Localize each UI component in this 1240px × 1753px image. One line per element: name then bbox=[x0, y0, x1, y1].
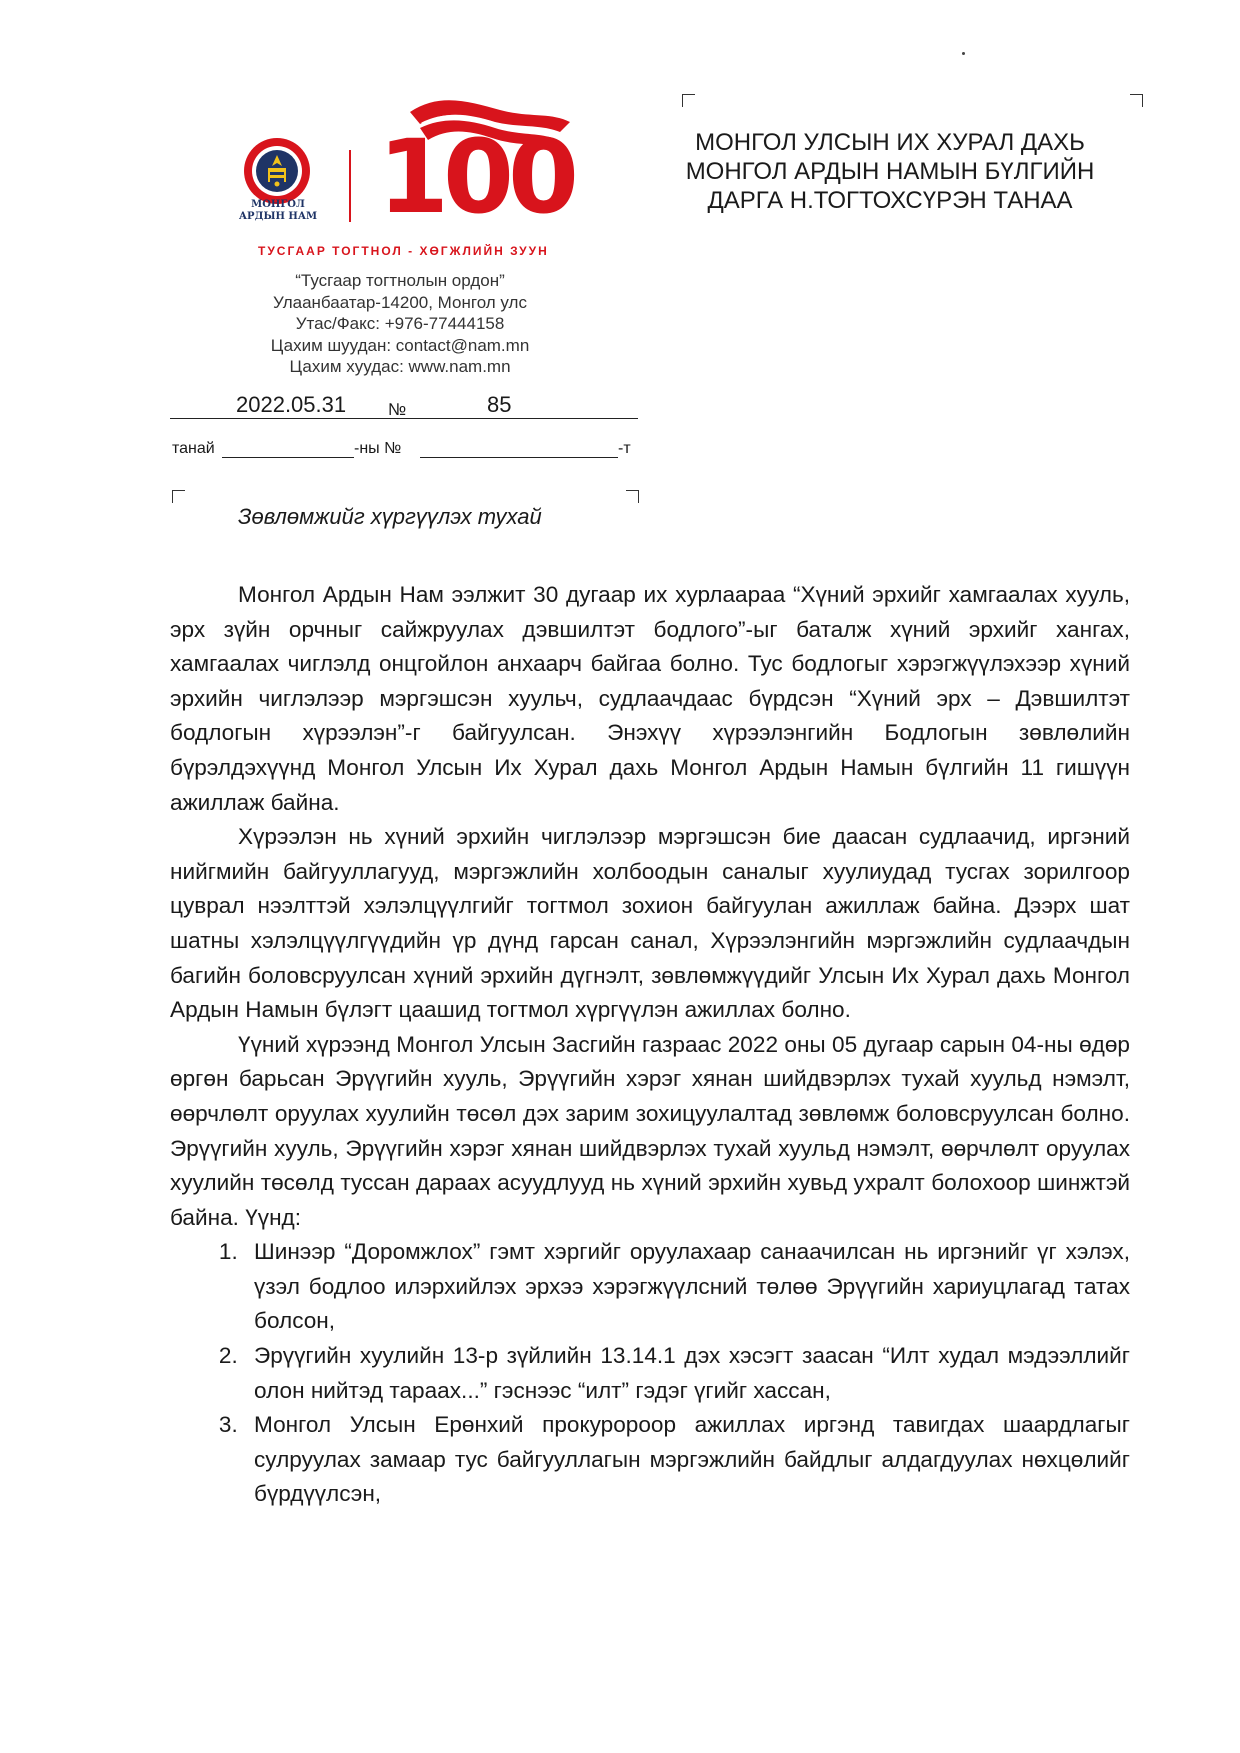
recipient-line: ДАРГА Н.ТОГТОХСҮРЭН ТАНАА bbox=[707, 187, 1073, 214]
reply-mid: -ны № bbox=[354, 440, 402, 457]
letter-number: 85 bbox=[487, 392, 512, 417]
address-line: Улаанбаатар-14200, Монгол улс bbox=[273, 292, 527, 312]
corner-bracket bbox=[1130, 94, 1143, 107]
reply-prefix: танай bbox=[172, 440, 215, 457]
reply-reference-line bbox=[172, 440, 638, 460]
body-paragraph: Үүний хүрээнд Монгол Улсын Засгийн газраас 2022 оны 05 дугаар сарын 04-ны өдөр өргөн барьсан Эрүүгийн хууль, Эрүүгийн хэрэг хянан шийдвэрлэх тухай хуульд нэмэлт, өөрчлөлт оруулах хуулийн төсөл дэх зарим зохицуулалтад зөвлөмж боловсруулсан болно. Эрүүгийн хууль, Эрүүгийн хэрэг хянан шийдвэрлэх тухай хуульд нэмэлт, өөрчлөлт оруулах хуулийн төсөлд туссан дараах асуудлууд нь хүний эрхийн хувьд ухралт болохоор шинжтэй байна. Үүнд: bbox=[170, 1031, 1130, 1230]
slogan: ТУСГААР ТОГТНОЛ - ХӨГЖЛИЙН ЗУУН bbox=[258, 244, 549, 258]
body-paragraph: Хүрээлэн нь хүний эрхийн чиглэлээр мэргэшсэн бие даасан судлаачид, иргэний нийгмийн байгууллагууд, мэргэжлийн холбоодын саналыг хуулиудад тусгах зорилгоор цуврал нээлттэй хэлэлцүүлгийг тогтмол зохион байгуулан ажиллаж байна. Дээрх шат шатны хэлэлцүүлгүүдийн үр дүнд гарсан санал, Хүрээлэнгийн мэргэжлийн судлаачдын багийн боловсруулсан хүний эрхийн дүгнэлт, зөвлөмжүүдийг Улсын Их Хурал дахь Монгол Ардын Намын бүлэгт цаашид тогтмол хүргүүлэн ажиллах болно. bbox=[170, 824, 1130, 1023]
recipient-line: МОНГОЛ УЛСЫН ИХ ХУРАЛ ДАХЬ bbox=[695, 129, 1085, 156]
letter-subject: Зөвлөмжийг хүргүүлэх тухай bbox=[238, 504, 542, 529]
corner-bracket bbox=[172, 490, 185, 503]
reply-suffix: -т bbox=[618, 440, 631, 457]
party-name: МОНГОЛ АРДЫН НАМ bbox=[238, 199, 318, 222]
party-emblem-icon bbox=[242, 136, 312, 206]
list-item: 3. Монгол Улсын Ерөнхий прокуророор ажиллах иргэнд тавигдах шаардлагыг сулруулах замаар тус байгууллагын мэргэжлийн байдлыг алдагдуулах нөхцөлийг бүрдүүлсэн, bbox=[244, 1408, 1130, 1512]
address-block bbox=[240, 270, 560, 378]
website-line: Цахим хуудас: www.nam.mn bbox=[289, 357, 511, 376]
anniversary-number: 100 bbox=[378, 118, 573, 237]
email-line: Цахим шуудан: contact@nam.mn bbox=[270, 335, 530, 355]
phone-line: Утас/Факс: +976-77444158 bbox=[295, 314, 505, 333]
scan-dot bbox=[962, 52, 965, 55]
list-item: 1. Шинээр “Доромжлох” гэмт хэргийг оруулахаар санаачилсан нь иргэнийг үг хэлэх, үзэл бодлоо илэрхийлэх эрхээ хэрэгжүүлсний төлөө Эрүүгийн хариуцлагад татах болсон, bbox=[244, 1235, 1130, 1339]
corner-bracket bbox=[682, 94, 695, 107]
corner-bracket bbox=[626, 490, 639, 503]
logo-divider bbox=[349, 150, 351, 222]
address-line: “Тусгаар тогтнолын ордон” bbox=[295, 271, 505, 290]
recipient-line: МОНГОЛ АРДЫН НАМЫН БҮЛГИЙН bbox=[685, 158, 1095, 185]
number-sign: № bbox=[388, 400, 407, 419]
body-paragraph: Монгол Ардын Нам ээлжит 30 дугаар их хурлаараа “Хүний эрхийг хамгаалах хууль, эрх зүйн орчныг сайжруулах дэвшилтэт бодлого”-ыг баталж хүний эрхийг хангах, хамгаалах чиглэлд онцгойлон анхаарч байгаа болно. Тус бодлогыг хэрэгжүүлэхээр хүний эрхийн чиглэлээр мэргэшсэн хуульч, судлаачдаас бүрдсэн “Хүний эрх – Дэвшилтэт бодлогын хүрээлэн”-г байгуулсан. Энэхүү хүрээлэнгийн Бодлогын зөвлөлийн бүрэлдэхүүнд Монгол Улсын Их Хурал дахь Монгол Ардын Намын бүлгийн 11 гишүүн ажиллаж байна. bbox=[170, 582, 1130, 815]
issues-list bbox=[170, 1235, 1130, 1512]
recipient-block bbox=[660, 128, 1120, 215]
letter-date: 2022.05.31 bbox=[236, 392, 347, 417]
list-item: 2. Эрүүгийн хуулийн 13-р зүйлийн 13.14.1 дэх хэсэгт заасан “Илт худал мэдээллийг олон нийтэд тараах...” гэснээс “илт” гэдэг үгийг хассан, bbox=[244, 1339, 1130, 1408]
letter-body bbox=[170, 578, 1130, 1512]
